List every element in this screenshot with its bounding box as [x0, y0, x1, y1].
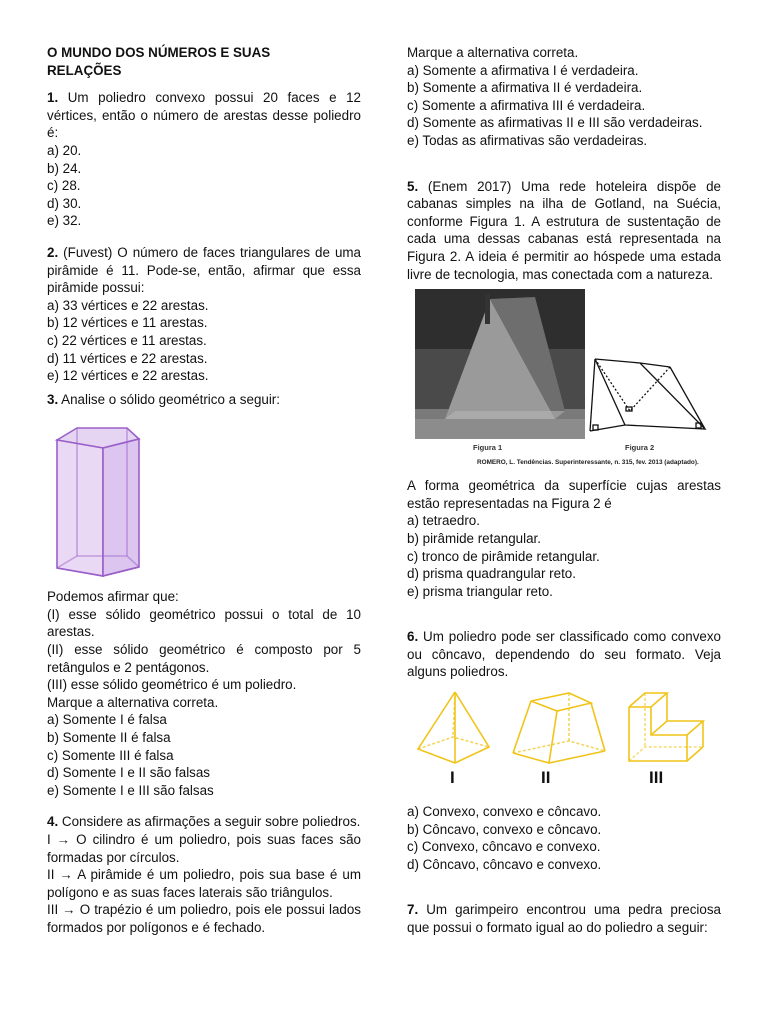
- question-3-stem: 3. Analise o sólido geométrico a seguir:: [47, 391, 280, 407]
- q5-option-c: c) tronco de pirâmide retangular.: [407, 548, 600, 564]
- question-5-question: A forma geométrica da superfície cujas arestas estão representadas na Figura 2 é: [407, 478, 721, 511]
- pentagonal-prism-figure: [47, 408, 361, 580]
- q3-instruction: Marque a alternativa correta.: [47, 694, 219, 710]
- q1-option-a: a) 20.: [47, 142, 82, 158]
- pyramid-figure: [415, 689, 495, 769]
- frustum-figure: [509, 689, 609, 769]
- polyhedron-label-ii: II: [541, 768, 551, 788]
- q6-option-d: d) Côncavo, côncavo e convexo.: [407, 856, 602, 872]
- right-column: [407, 44, 721, 937]
- q4-option-e: e) Todas as afirmativas são verdadeiras.: [407, 132, 648, 148]
- question-4-stem: 4. Considere as afirmações a seguir sobre poliedros.: [47, 814, 361, 830]
- figure-source-citation: ROMERO, L. Tendências. Superinteressante, n. 315, fev. 2013 (adaptado).: [477, 459, 699, 467]
- q4-statement-3: III → O trapézio é um poliedro, pois ele possui lados formados por polígonos e é fechado.: [47, 902, 361, 935]
- q4-option-a: a) Somente a afirmativa I é verdadeira.: [407, 62, 639, 78]
- q2-option-e: e) 12 vértices e 22 arestas.: [47, 368, 209, 384]
- q3-option-c: c) Somente III é falsa: [47, 747, 174, 763]
- question-6-stem: 6. Um poliedro pode ser classificado como convexo ou côncavo, dependendo do seu formato. Veja alguns poliedros.: [407, 629, 721, 680]
- q1-option-e: e) 32.: [47, 213, 82, 229]
- left-column: [47, 44, 361, 937]
- figure-2-caption: Figura 2: [625, 443, 655, 453]
- q1-option-c: c) 28.: [47, 178, 81, 194]
- figure-1-caption: Figura 1: [473, 443, 503, 453]
- q2-option-c: c) 22 vértices e 11 arestas.: [47, 332, 207, 348]
- q3-statement-1: (I) esse sólido geométrico possui o total de 10 arestas.: [47, 606, 361, 640]
- q4-instruction: Marque a alternativa correta.: [407, 45, 579, 60]
- q4-option-b: b) Somente a afirmativa II é verdadeira.: [407, 80, 643, 96]
- question-2-stem: 2. (Fuvest) O número de faces triangulares de uma pirâmide é 11. Pode-se, então, afirmar que essa pirâmide possui:: [47, 244, 361, 296]
- q4-option-d: d) Somente as afirmativas II e III são verdadeiras.: [407, 115, 703, 131]
- worksheet-title-line2: RELAÇÕES: [47, 62, 122, 78]
- q5-option-a: a) tetraedro.: [407, 513, 480, 529]
- q4-statement-1: I → O cilindro é um poliedro, pois suas faces são formadas por círculos.: [47, 832, 361, 865]
- q6-option-c: c) Convexo, côncavo e convexo.: [407, 839, 601, 855]
- question-5-stem: 5. (Enem 2017) Uma rede hoteleira dispõe de cabanas simples na ilha de Gotland, na Suécia, conforme Figura 1. A estrutura de sustentação de cada uma dessas cabanas está representada na Figura 2. A ideia é permitir ao hóspede uma estada livre de tecnologia, mas conectada com a natureza.: [407, 178, 721, 282]
- question-7-stem: 7. Um garimpeiro encontrou uma pedra preciosa que possui o formato igual ao do poliedro a seguir:: [407, 902, 721, 936]
- q4-statement-2: II → A pirâmide é um poliedro, pois sua base é um polígono e as suas faces laterais são triângulos.: [47, 867, 361, 900]
- polyhedron-label-i: I: [450, 768, 455, 788]
- l-shaped-solid-figure: [625, 687, 721, 767]
- q3-option-b: b) Somente II é falsa: [47, 730, 171, 746]
- q4-option-c: c) Somente a afirmativa III é verdadeira.: [407, 97, 646, 113]
- q6-option-a: a) Convexo, convexo e côncavo.: [407, 804, 602, 820]
- q2-option-d: d) 11 vértices e 22 arestas.: [47, 350, 208, 366]
- q3-statement-3: (III) esse sólido geométrico é um poliedro.: [47, 677, 297, 693]
- worksheet-title-line1: O MUNDO DOS NÚMEROS E SUAS: [47, 45, 271, 60]
- question-5-figures: [407, 289, 721, 471]
- q5-option-e: e) prisma triangular reto.: [407, 583, 553, 599]
- question-6-figures: [407, 685, 721, 797]
- q5-option-b: b) pirâmide retangular.: [407, 530, 541, 546]
- polyhedron-label-iii: III: [649, 768, 664, 788]
- q3-statement-2: (II) esse sólido geométrico é composto por 5 retângulos e 2 pentágonos.: [47, 642, 361, 675]
- q2-option-a: a) 33 vértices e 22 arestas.: [47, 297, 209, 313]
- question-3-intro: Podemos afirmar que:: [47, 589, 179, 605]
- cabin-photo: [415, 289, 585, 439]
- q3-option-e: e) Somente I e III são falsas: [47, 782, 214, 798]
- q1-option-d: d) 30.: [47, 195, 82, 211]
- triangular-prism-structure: [585, 349, 715, 439]
- q2-option-b: b) 12 vértices e 11 arestas.: [47, 315, 208, 331]
- q3-option-a: a) Somente I é falsa: [47, 712, 167, 728]
- q1-option-b: b) 24.: [47, 160, 82, 176]
- q6-option-b: b) Côncavo, convexo e côncavo.: [407, 821, 602, 837]
- q5-option-d: d) prisma quadrangular reto.: [407, 566, 576, 582]
- question-1-stem: 1. Um poliedro convexo possui 20 faces e 12 vértices, então o número de arestas desse poliedro é:: [47, 90, 361, 141]
- q3-option-d: d) Somente I e II são falsas: [47, 765, 211, 781]
